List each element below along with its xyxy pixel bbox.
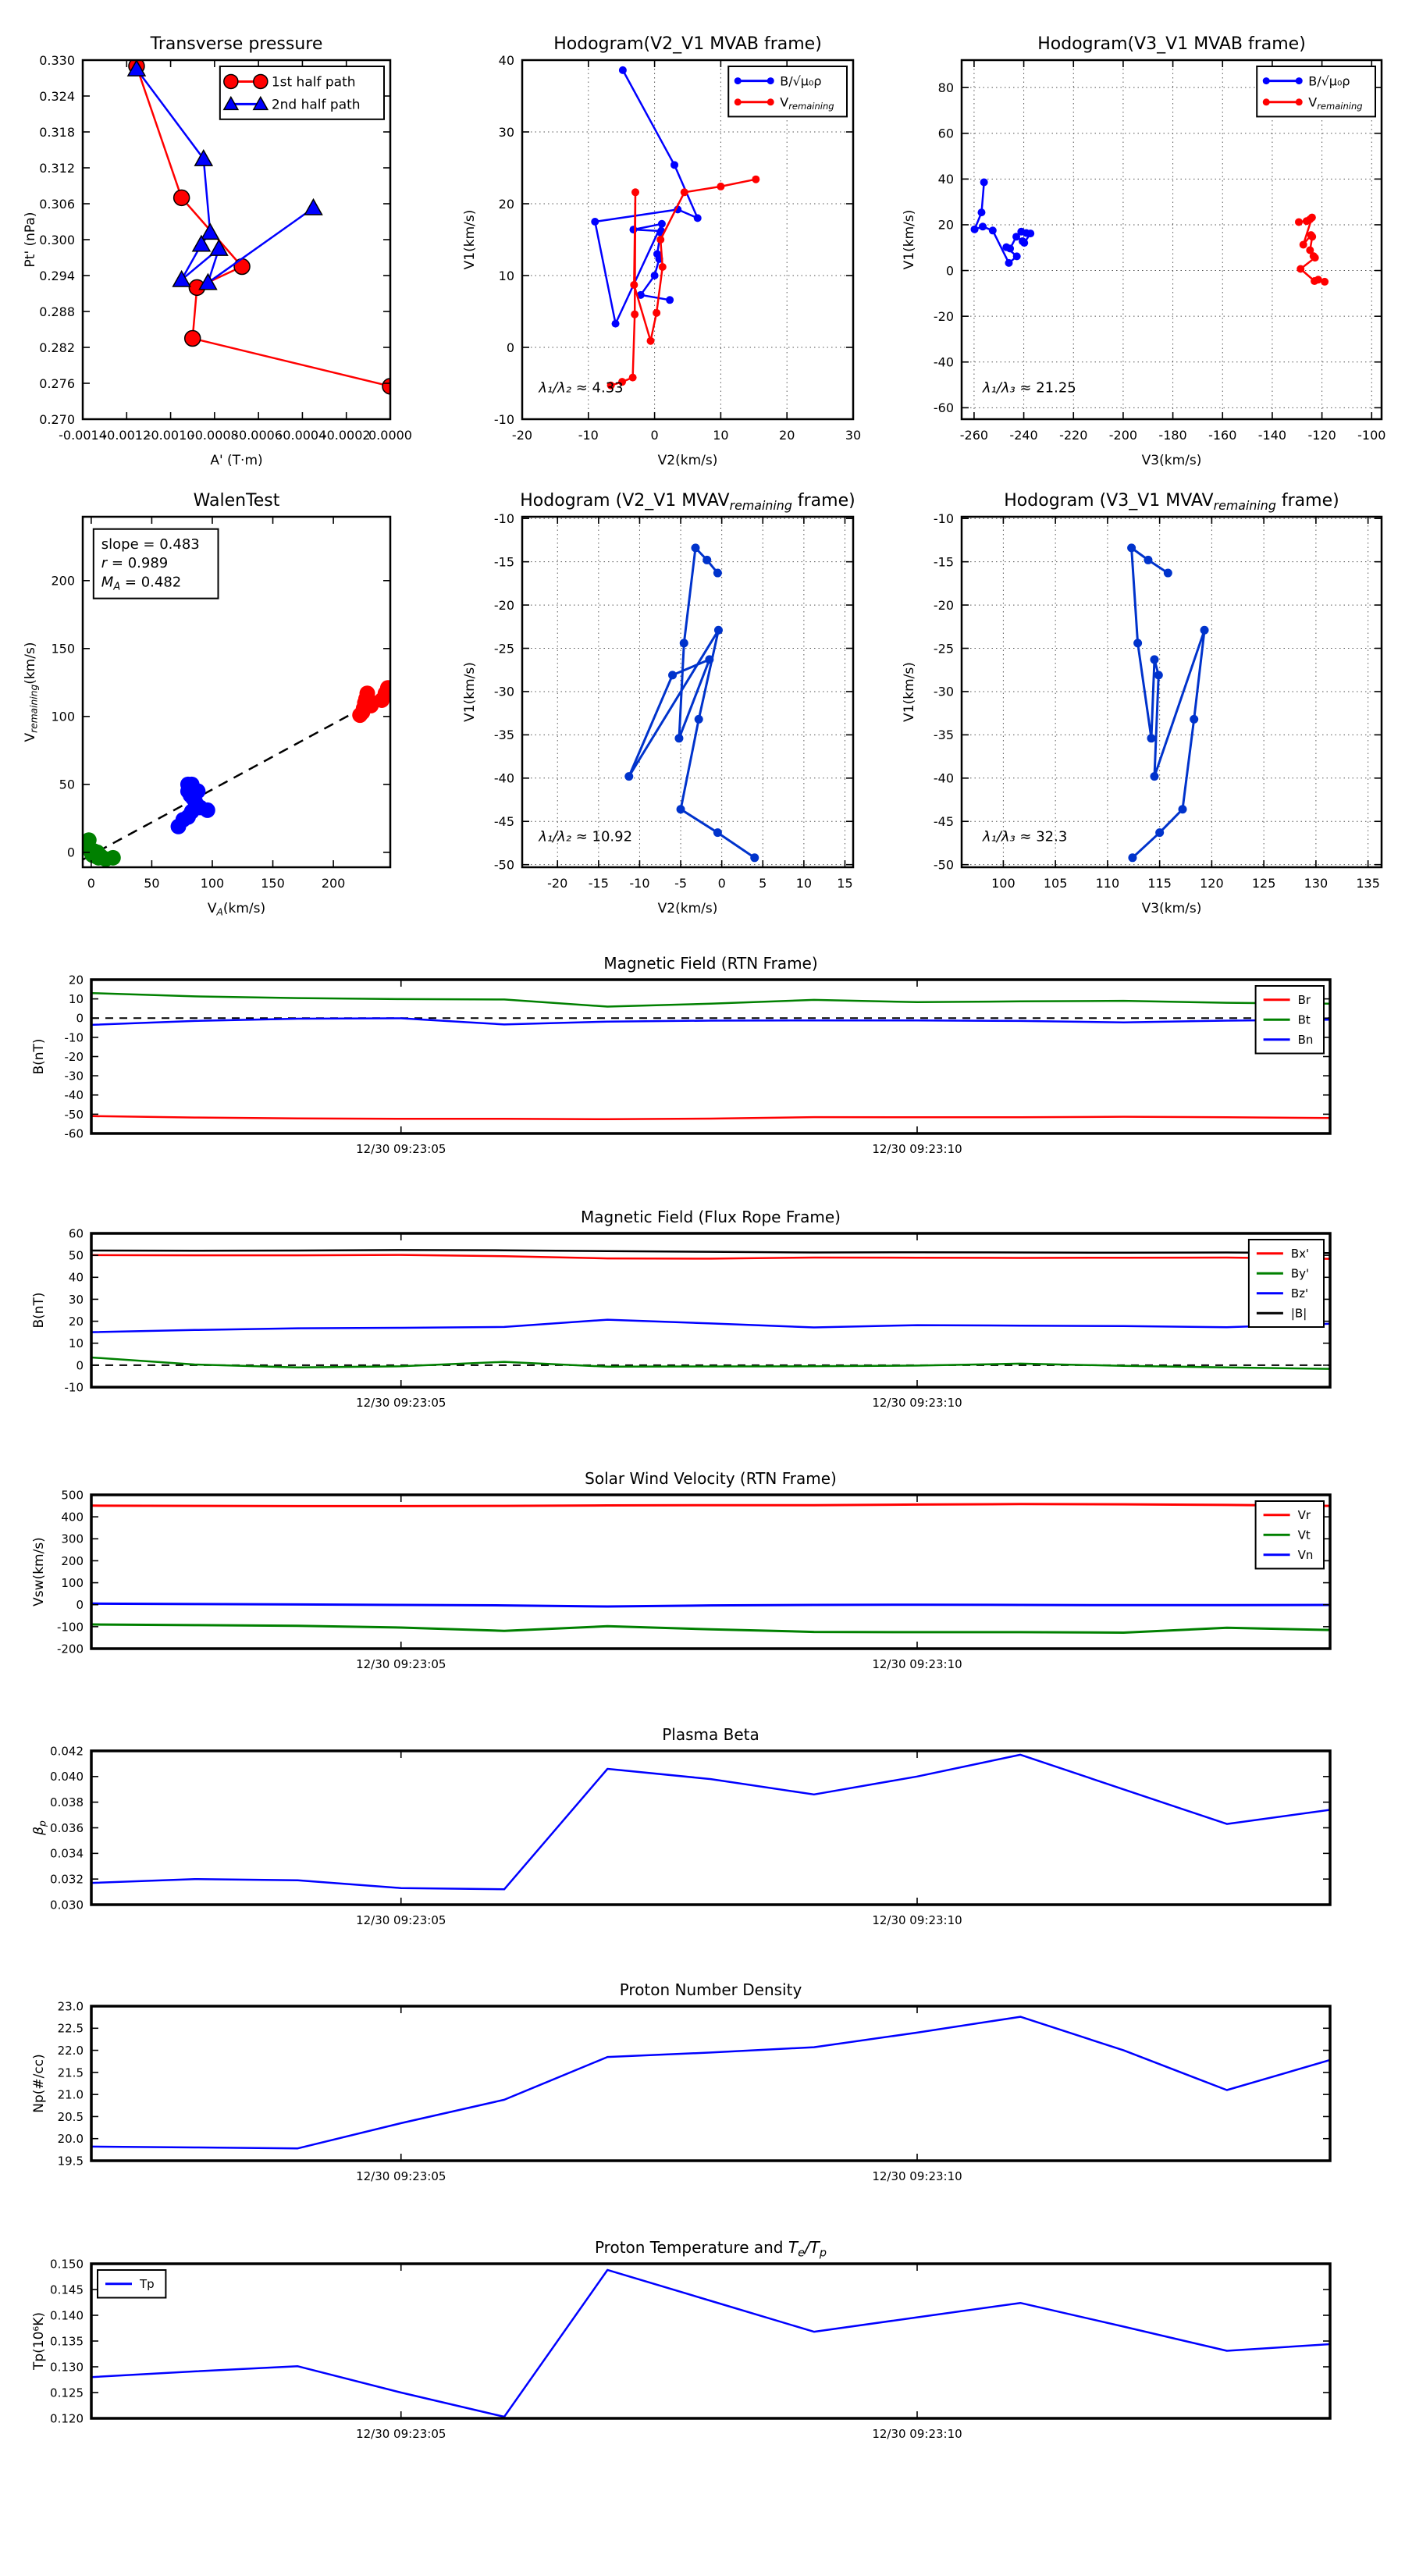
y-tick-label: 10 (498, 268, 514, 283)
x-tick-label: -200 (1108, 428, 1138, 443)
legend-label: Vt (1297, 1528, 1311, 1542)
legend-label: By' (1290, 1266, 1310, 1281)
x-tick-label: -140 (1257, 428, 1287, 443)
x-tick-label: 15 (837, 876, 853, 891)
chart-title: Solar Wind Velocity (RTN Frame) (585, 1469, 837, 1488)
x-tick-label: -20 (547, 876, 568, 891)
legend-label: Bn (1297, 1033, 1314, 1048)
x-tick-label: 0 (717, 876, 726, 891)
y-axis-label: Tp(10⁶K) (31, 2311, 47, 2371)
x-tick-label: -15 (588, 876, 609, 891)
chart-title: Magnetic Field (Flux Rope Frame) (581, 1208, 841, 1226)
x-tick-label: 12/30 09:23:05 (356, 1142, 446, 1156)
annotation: λ₁/λ₂ ≈ 4.33 (539, 379, 624, 397)
x-tick-label: -180 (1158, 428, 1187, 443)
chart-title: Plasma Beta (662, 1725, 759, 1744)
chart-svg-p6 (13, 2234, 1405, 2457)
x-tick-label: -0.0014 (59, 428, 107, 443)
x-tick-label: -260 (959, 428, 989, 443)
x-tick-label: 12/30 09:23:05 (356, 2169, 446, 2183)
y-tick-label: 21.0 (57, 2087, 84, 2102)
legend-label: Bt (1297, 1012, 1311, 1027)
chart-title: Magnetic Field (RTN Frame) (603, 954, 818, 973)
y-tick-label: -40 (493, 770, 514, 786)
legend-label: Bx' (1290, 1247, 1310, 1261)
y-tick-label: 40 (937, 172, 954, 187)
chart-title: Hodogram (V2_V1 $MVAV_{remaining}$ frame) (520, 491, 855, 513)
x-tick-label: -220 (1059, 428, 1088, 443)
x-tick-label: 10 (713, 428, 729, 443)
y-axis-label: B(nT) (31, 1292, 47, 1329)
chart-title: Proton Number Density (619, 1980, 802, 1999)
x-tick-label: 0.0000 (368, 428, 412, 443)
y-tick-label: -40 (64, 1088, 84, 1103)
y-tick-label: -50 (64, 1107, 84, 1122)
legend (98, 2270, 165, 2298)
y-tick-label: 0.270 (39, 411, 75, 427)
chart-title: Hodogram (V3_V1 $MVAV_{remaining}$ frame) (1004, 491, 1339, 513)
y-tick-label: 0.312 (39, 160, 75, 176)
x-tick-label: 10 (795, 876, 813, 891)
x-tick-label: 12/30 09:23:10 (872, 2427, 962, 2441)
stats-line: r = 0.989 (101, 555, 169, 572)
y-tick-label: 0.034 (50, 1846, 84, 1861)
x-tick-label: -120 (1307, 428, 1336, 443)
y-tick-label: 60 (937, 126, 954, 141)
y-tick-label: 10 (68, 1336, 84, 1351)
y-tick-label: 0.300 (39, 232, 75, 247)
y-tick-label: -10 (933, 511, 954, 526)
y-tick-label: -15 (493, 554, 514, 570)
y-axis-label: V1(km/s) (462, 209, 478, 270)
x-tick-label: 105 (1043, 876, 1068, 891)
annotation: λ₁/λ₃ ≈ 32.3 (982, 828, 1068, 845)
x-tick-label: -5 (674, 876, 688, 891)
x-tick-label: 5 (759, 876, 767, 891)
y-tick-label: -10 (64, 1380, 84, 1395)
x-tick-label: 30 (845, 428, 862, 443)
x-tick-label: 12/30 09:23:05 (356, 2427, 446, 2441)
y-tick-label: 80 (937, 80, 954, 95)
y-axis-label: V1(km/s) (902, 209, 917, 270)
y-tick-label: -25 (933, 641, 954, 656)
x-tick-label: -10 (578, 428, 599, 443)
y-tick-label: 0.042 (50, 1744, 84, 1759)
y-tick-label: 20 (68, 973, 84, 987)
y-tick-label: -45 (493, 814, 514, 830)
y-tick-label: 0.324 (39, 88, 75, 104)
y-tick-label: 20.0 (57, 2132, 84, 2147)
y-tick-label: -40 (933, 354, 954, 370)
x-tick-label: 20 (779, 428, 795, 443)
y-tick-label: -35 (933, 728, 954, 743)
y-tick-label: 100 (61, 1575, 84, 1590)
x-tick-label: 130 (1304, 876, 1329, 891)
x-tick-label: 100 (991, 876, 1016, 891)
y-tick-label: 100 (51, 709, 75, 724)
x-tick-label: -20 (511, 428, 533, 443)
chart-title: Proton Temperature and $T_e/T_p$ (594, 2238, 827, 2260)
legend-label: $V_{remaining}$ (780, 94, 834, 112)
y-tick-label: -60 (64, 1126, 84, 1141)
legend-label: |B| (1290, 1306, 1307, 1321)
y-tick-label: 40 (498, 52, 514, 68)
y-tick-label: -20 (933, 597, 954, 613)
y-tick-label: 500 (61, 1488, 84, 1503)
y-tick-label: 0.282 (39, 340, 75, 355)
x-tick-label: 135 (1356, 876, 1380, 891)
x-tick-label: 200 (321, 876, 346, 891)
x-tick-label: 150 (261, 876, 285, 891)
x-tick-label: -10 (629, 876, 650, 891)
y-tick-label: 20 (68, 1314, 84, 1329)
y-tick-label: -45 (933, 814, 954, 830)
x-tick-label: -0.0002 (322, 428, 371, 443)
y-axis-label: $V_{remaining}(km/s)$ (23, 642, 40, 742)
y-tick-label: 0.032 (50, 1872, 84, 1887)
y-tick-label: -25 (493, 641, 514, 656)
legend-label: B/√μ₀ρ (780, 73, 822, 89)
y-tick-label: 40 (68, 1270, 84, 1285)
x-tick-label: 12/30 09:23:10 (872, 1913, 962, 1927)
legend-label: Tp (140, 2277, 155, 2292)
y-tick-label: 22.0 (57, 2043, 84, 2058)
y-axis-label: Pt' (nPa) (23, 212, 38, 268)
x-tick-label: -0.0010 (146, 428, 195, 443)
y-tick-label: -20 (64, 1049, 84, 1064)
y-tick-label: -20 (933, 308, 954, 324)
y-tick-label: -10 (493, 411, 514, 427)
y-tick-label: 0 (945, 263, 954, 279)
y-tick-label: 300 (61, 1532, 84, 1546)
y-tick-label: 0.318 (39, 124, 75, 140)
x-tick-label: 12/30 09:23:10 (872, 1657, 962, 1671)
y-tick-label: 0 (76, 1011, 84, 1026)
y-tick-label: 10 (68, 992, 84, 1007)
y-tick-label: 30 (68, 1292, 84, 1307)
x-tick-label: 12/30 09:23:10 (872, 1142, 962, 1156)
annotation: λ₁/λ₂ ≈ 10.92 (539, 828, 633, 845)
y-tick-label: 0.330 (39, 52, 75, 68)
x-tick-label: -100 (1357, 428, 1386, 443)
x-tick-label: 12/30 09:23:05 (356, 1657, 446, 1671)
y-tick-label: 0 (76, 1358, 84, 1373)
y-tick-label: -15 (933, 554, 954, 570)
legend-label: Bz' (1290, 1286, 1309, 1301)
x-tick-label: 125 (1251, 876, 1276, 891)
x-tick-label: -0.0004 (278, 428, 327, 443)
x-axis-label: A' (T·m) (210, 453, 263, 468)
y-tick-label: -40 (933, 770, 954, 786)
y-tick-label: -30 (933, 684, 954, 699)
y-tick-label: 0.276 (39, 375, 75, 391)
y-tick-label: -35 (493, 728, 514, 743)
y-tick-label: -10 (64, 1030, 84, 1045)
x-axis-label: V3(km/s) (1141, 901, 1202, 916)
y-tick-label: 0 (66, 845, 75, 860)
y-tick-label: -30 (64, 1069, 84, 1083)
y-axis-label: B(nT) (31, 1038, 47, 1075)
x-tick-label: -0.0006 (234, 428, 283, 443)
y-tick-label: -30 (493, 684, 514, 699)
x-tick-label: -240 (1009, 428, 1038, 443)
stats-line: $M_A = 0.482$ (101, 574, 182, 593)
y-axis-label: V1(km/s) (902, 662, 917, 722)
y-tick-label: 200 (61, 1553, 84, 1568)
y-axis-label: Np(#/cc) (31, 2054, 47, 2113)
x-tick-label: 12/30 09:23:05 (356, 1396, 446, 1410)
x-axis-label: $V_A(km/s)$ (207, 901, 266, 918)
y-tick-label: 20 (498, 196, 514, 212)
y-axis-label: $\beta_p$ (31, 1820, 48, 1835)
x-tick-label: 100 (200, 876, 225, 891)
y-tick-label: 50 (59, 777, 75, 792)
x-tick-label: 12/30 09:23:10 (872, 1396, 962, 1410)
x-tick-label: 0 (87, 876, 95, 891)
x-axis-label: V2(km/s) (657, 901, 718, 916)
y-tick-label: 0.140 (50, 2308, 84, 2323)
y-axis-label: V1(km/s) (462, 662, 478, 722)
y-tick-label: -50 (493, 857, 514, 873)
x-tick-label: 0 (650, 428, 659, 443)
y-tick-label: 0.150 (50, 2257, 84, 2272)
chart-title: Transverse pressure (150, 34, 323, 54)
y-tick-label: 200 (51, 573, 75, 589)
y-tick-label: 0.130 (50, 2360, 84, 2375)
y-tick-label: -200 (56, 1642, 84, 1656)
x-axis-label: V3(km/s) (1141, 453, 1202, 468)
y-tick-label: 22.5 (57, 2021, 84, 2036)
x-axis-label: V2(km/s) (657, 453, 718, 468)
y-tick-label: 0 (506, 340, 514, 355)
x-tick-label: 120 (1200, 876, 1224, 891)
y-tick-label: 20.5 (57, 2109, 84, 2124)
y-tick-label: 0 (76, 1598, 84, 1613)
y-tick-label: -10 (493, 511, 514, 526)
y-tick-label: 0.036 (50, 1820, 84, 1835)
x-tick-label: -0.0012 (102, 428, 151, 443)
y-tick-label: 0.294 (39, 268, 75, 283)
legend-label: $V_{remaining}$ (1308, 94, 1363, 112)
legend-label: B/√μ₀ρ (1308, 73, 1350, 89)
legend-label: 2nd half path (271, 97, 361, 113)
legend-label: Br (1297, 993, 1311, 1008)
legend-label: 1st half path (271, 74, 356, 91)
y-tick-label: 0.125 (50, 2386, 84, 2400)
y-axis-label: Vsw(km/s) (31, 1537, 47, 1606)
x-tick-label: -160 (1208, 428, 1237, 443)
y-tick-label: -60 (933, 400, 954, 416)
chart-title: WalenTest (193, 491, 280, 511)
y-tick-label: 20 (937, 217, 954, 233)
annotation: λ₁/λ₃ ≈ 21.25 (982, 379, 1076, 397)
y-tick-label: 23.0 (57, 1999, 84, 2014)
chart-title: Hodogram(V3_V1 MVAB frame) (1037, 34, 1306, 54)
chart-title: Hodogram(V2_V1 MVAB frame) (553, 34, 822, 54)
y-tick-label: -20 (493, 597, 514, 613)
y-tick-label: 21.5 (57, 2065, 84, 2080)
y-tick-label: 400 (61, 1510, 84, 1525)
y-tick-label: 0.030 (50, 1898, 84, 1912)
y-tick-label: 0.038 (50, 1795, 84, 1810)
y-tick-label: 50 (68, 1248, 84, 1263)
y-tick-label: -100 (56, 1620, 84, 1635)
x-tick-label: -0.0008 (190, 428, 239, 443)
y-tick-label: 19.5 (57, 2154, 84, 2169)
stats-line: slope = 0.483 (101, 535, 200, 553)
y-tick-label: -50 (933, 857, 954, 873)
x-tick-label: 50 (144, 876, 160, 891)
y-tick-label: 60 (68, 1226, 84, 1241)
y-tick-label: 150 (51, 641, 75, 656)
legend-label: Vn (1297, 1548, 1314, 1563)
y-tick-label: 0.145 (50, 2282, 84, 2297)
x-tick-label: 110 (1095, 876, 1120, 891)
y-tick-label: 0.288 (39, 304, 75, 319)
legend-label: Vr (1297, 1508, 1311, 1523)
x-tick-label: 115 (1147, 876, 1172, 891)
x-tick-label: 12/30 09:23:05 (356, 1913, 446, 1927)
y-tick-label: 0.120 (50, 2411, 84, 2426)
y-tick-label: 0.135 (50, 2334, 84, 2349)
y-tick-label: 30 (498, 124, 514, 140)
plot-area (91, 2264, 1330, 2418)
y-tick-label: 0.040 (50, 1770, 84, 1784)
y-tick-label: 0.306 (39, 196, 75, 212)
x-tick-label: 12/30 09:23:10 (872, 2169, 962, 2183)
